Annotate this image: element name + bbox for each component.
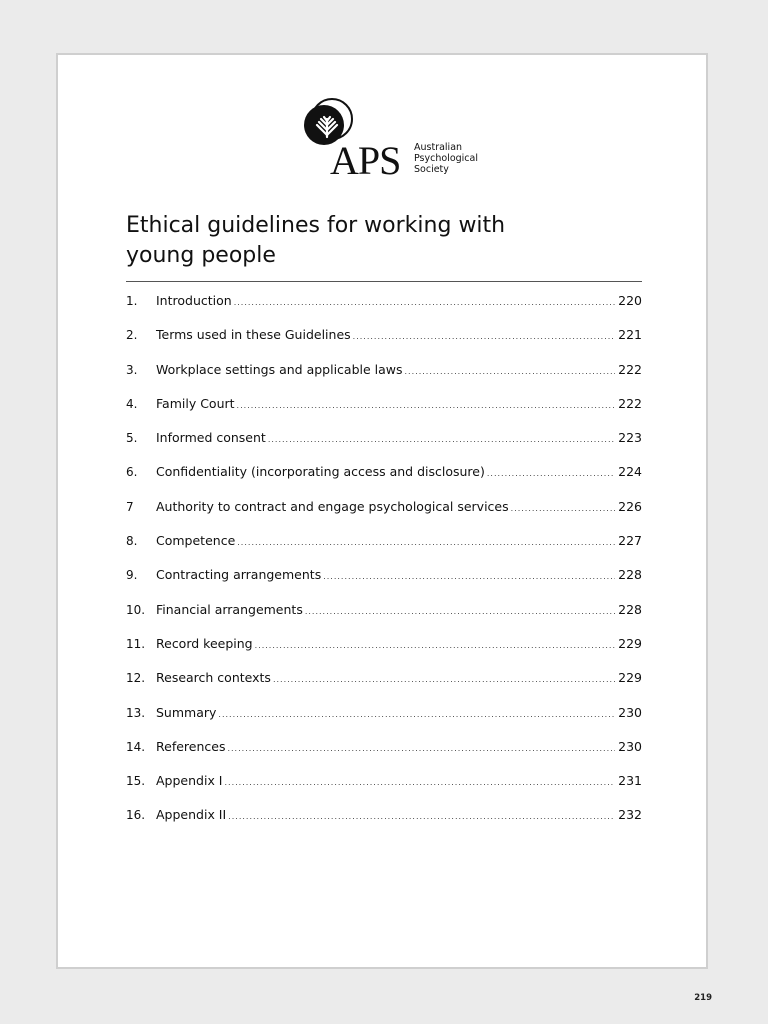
toc-entry[interactable] [126, 499, 642, 533]
toc-entry-label: Financial arrangements [156, 601, 303, 617]
toc-entry-number: 10. [126, 602, 146, 617]
toc-entry-number: 3. [126, 362, 138, 377]
toc-leader-dots [405, 367, 615, 376]
toc-entry-label: Research contexts [156, 670, 271, 686]
toc-entry-label: Terms used in these Guidelines [156, 327, 351, 343]
toc-entry[interactable] [126, 807, 642, 841]
toc-entry-number: 1. [126, 294, 138, 308]
page-number: 219 [694, 993, 712, 1003]
toc-entry-number: 15. [126, 774, 146, 789]
toc-entry[interactable] [126, 636, 642, 670]
aps-logo [300, 97, 500, 181]
toc-entry-page: 230 [618, 704, 642, 720]
toc-entry-number: 4. [126, 396, 138, 411]
toc-entry-number: 12. [126, 671, 146, 686]
toc-entry[interactable] [126, 602, 642, 636]
toc-entry[interactable] [126, 327, 642, 361]
toc-entry-number: 9. [126, 568, 138, 583]
logo-society-line: Society [414, 164, 449, 175]
toc-entry-label: Authority to contract and engage psychological services [156, 498, 509, 514]
toc-leader-dots [237, 538, 615, 547]
toc-entry-page: 231 [618, 773, 642, 789]
toc-entry-page: 220 [618, 293, 642, 308]
toc-leader-dots [323, 572, 615, 581]
toc-entry[interactable] [126, 430, 642, 464]
toc-entry-number: 16. [126, 808, 146, 823]
toc-entry-page: 224 [618, 464, 642, 480]
toc-entry[interactable] [126, 773, 642, 807]
toc-entry-label: Introduction [156, 293, 232, 308]
toc-entry-number: 13. [126, 705, 146, 720]
toc-entry-number: 6. [126, 465, 138, 480]
toc-entry-page: 227 [618, 533, 642, 549]
toc-leader-dots [225, 778, 616, 787]
toc-entry-label: Appendix I [156, 773, 223, 789]
toc-entry-label: Family Court [156, 395, 235, 411]
toc-entry-page: 221 [618, 327, 642, 343]
table-of-contents [126, 293, 642, 842]
toc-leader-dots [305, 607, 615, 616]
toc-entry[interactable] [126, 362, 642, 396]
toc-entry-number: 2. [126, 328, 138, 343]
toc-leader-dots [228, 812, 615, 821]
toc-leader-dots [487, 469, 615, 478]
toc-entry[interactable] [126, 670, 642, 704]
toc-entry-page: 228 [618, 601, 642, 617]
toc-entry-page: 229 [618, 635, 642, 651]
toc-entry-number: 11. [126, 636, 146, 651]
toc-entry[interactable] [126, 533, 642, 567]
document-page [56, 53, 708, 969]
logo-wordmark: APS [330, 138, 401, 183]
toc-entry-label: References [156, 738, 226, 754]
toc-entry-number: 8. [126, 534, 138, 549]
logo-society-line: Psychological [414, 153, 478, 164]
toc-entry-page: 223 [618, 430, 642, 446]
toc-entry-page: 228 [618, 567, 642, 583]
toc-leader-dots [255, 641, 615, 650]
toc-leader-dots [511, 504, 615, 513]
toc-leader-dots [273, 675, 615, 684]
toc-entry-label: Workplace settings and applicable laws [156, 361, 403, 377]
toc-entry-label: Appendix II [156, 807, 227, 823]
toc-entry-label: Competence [156, 533, 236, 549]
title-divider [126, 281, 642, 282]
document-title: Ethical guidelines for working with young people [126, 213, 506, 268]
toc-entry[interactable] [126, 739, 642, 773]
toc-entry-number: 5. [126, 431, 138, 446]
toc-leader-dots [227, 744, 615, 753]
toc-entry-number: 14. [126, 739, 146, 754]
toc-entry-label: Summary [156, 704, 217, 720]
toc-entry-page: 229 [618, 670, 642, 686]
toc-entry-page: 232 [618, 807, 642, 823]
toc-entry[interactable] [126, 293, 642, 327]
toc-leader-dots [353, 332, 615, 341]
toc-entry-label: Record keeping [156, 635, 253, 651]
toc-entry[interactable] [126, 567, 642, 601]
toc-leader-dots [268, 435, 615, 444]
toc-leader-dots [237, 401, 615, 410]
toc-entry-label: Confidentiality (incorporating access and disclosure) [156, 464, 485, 480]
toc-entry-page: 222 [618, 361, 642, 377]
toc-entry-label: Informed consent [156, 430, 266, 446]
toc-entry-number: 7 [126, 499, 134, 514]
toc-entry[interactable] [126, 464, 642, 498]
toc-entry-page: 226 [618, 498, 642, 514]
logo-society-name [414, 142, 478, 175]
toc-leader-dots [218, 710, 615, 719]
toc-entry-page: 222 [618, 395, 642, 411]
toc-entry[interactable] [126, 396, 642, 430]
toc-entry-page: 230 [618, 738, 642, 754]
toc-entry[interactable] [126, 705, 642, 739]
toc-entry-label: Contracting arrangements [156, 567, 322, 583]
logo-society-line: Australian [414, 142, 463, 153]
toc-leader-dots [234, 298, 615, 307]
